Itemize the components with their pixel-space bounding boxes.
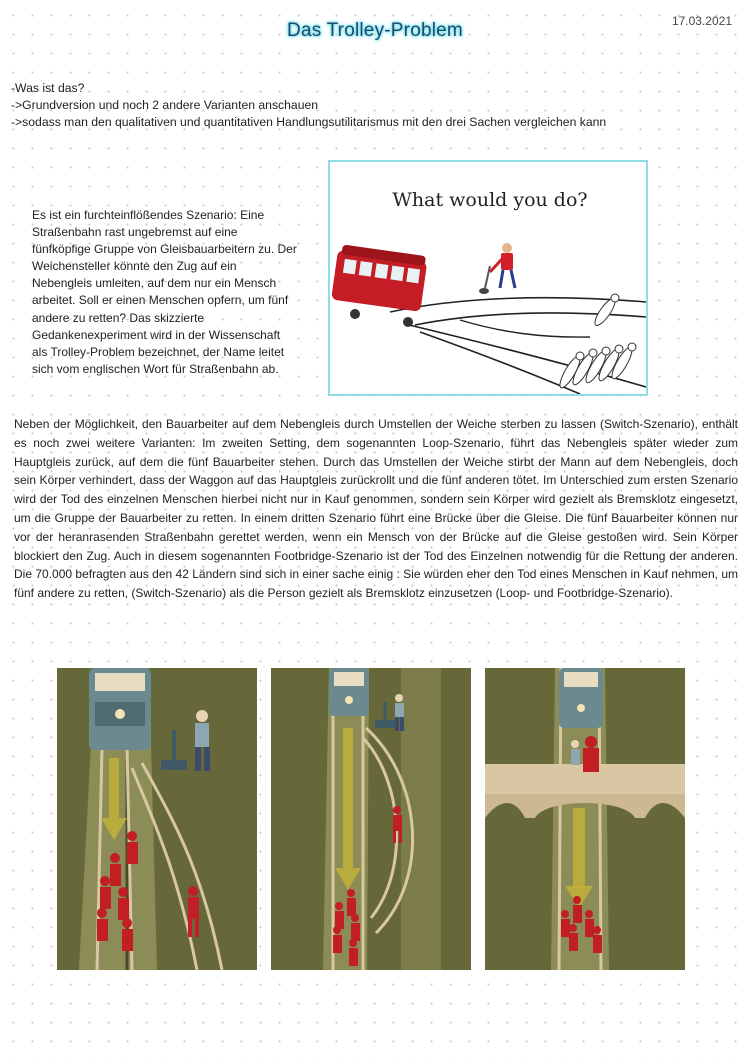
intro-paragraph: Es ist ein furchteinflößendes Szenario: Eine Straßenbahn rast ungebremst auf eine fünfköpfige Gruppe von Gleisbauarbeitern zu. Der Weichensteller könnte den Zug auf ein Nebengleis umleiten, auf dem nur ein Mensch arbeitet. Soll er einen Menschen opfern, um fünf andere zu retten? Das skizzierte Gedankenexperiment wird in der Wissenschaft als Trolley-Problem bezeichnet, der Name leitet sich vom englischen Wort für Straßenbahn ab. [32, 208, 297, 376]
goal-line: ->sodass man den qualitativen und quantitativen Handlungsutilitarismus mit den drei Sachen vergleichen kann [11, 115, 607, 129]
five-workers-icon [557, 343, 636, 390]
trolley-meme-illustration [330, 162, 646, 394]
loop-scenario-image [271, 668, 471, 970]
meme-caption: What would you do? [392, 189, 588, 211]
trolley-icon [331, 244, 427, 327]
date: 17.03.2021 [671, 14, 732, 28]
switch-scenario-image [57, 668, 257, 970]
page-title: Das Trolley-Problem [287, 20, 463, 41]
tram-icon [329, 668, 369, 716]
tram-icon [89, 668, 151, 750]
main-paragraph: Neben der Möglichkeit, den Bauarbeiter auf dem Nebengleis durch Umstellen der Weiche sterben zu lassen (Switch-Szenario), enthält es noch zwei weitere Varianten: Im zweiten Setting, dem sogenannten Loop-Szenario, führt das Nebengleis später wieder zum Hauptgleis zurück, auf dem die fünf Bauarbeiter stehen. Durch das Umstellen der Weiche stirbt der Mann auf dem Nebengleis, doch sein Körper verhindert, dass der Waggon auf das Hauptgleis zurückrollt und die fünf anderen tötet. Im Unterschied zum ersten Szenario wird der Tod des einzelnen Menschen hierbei nicht nur in Kauf genommen, sondern sein Körper wird gezielt als Bremsklotz eingesetzt, um die Gruppe der Bauarbeiter zu retten. In einem dritten Szenario führt eine Brücke über die Gleise. Die fünf Bauarbeiter können nur vor der heranrasenden Straßenbahn gerettet werden, wenn ein Mensch von der Brücke auf die Gleise gestoßen wird. Sein Körper blockiert den Zug. Auch in diesem sogenannten Footbridge-Szenario ist der Tod des Einzelnen notwendig für die Rettung der anderen. Die 70.000 befragten aus den 42 Ländern sind sich in einer sache einig : Sie würden eher den Tod eines Menschen in Kauf nehmen, um fünf andere zu retten, (Switch-Szenario) als die Person gezielt als Bremsklotz einzusetzen (Loop- und Footbridge-Szenario). [14, 417, 738, 601]
bystander-icon [571, 740, 580, 765]
goal-line: -Was ist das? [11, 81, 85, 95]
tram-icon [559, 668, 603, 728]
large-man-on-bridge-icon [583, 736, 599, 772]
lever-operator-icon [479, 243, 515, 294]
goals-list [11, 80, 741, 131]
goal-line: ->Grundversion und noch 2 andere Varianten anschauen [11, 98, 319, 112]
scenario-illustrations [57, 668, 687, 970]
trolley-meme-image [328, 160, 648, 396]
footbridge-scenario-image [485, 668, 685, 970]
